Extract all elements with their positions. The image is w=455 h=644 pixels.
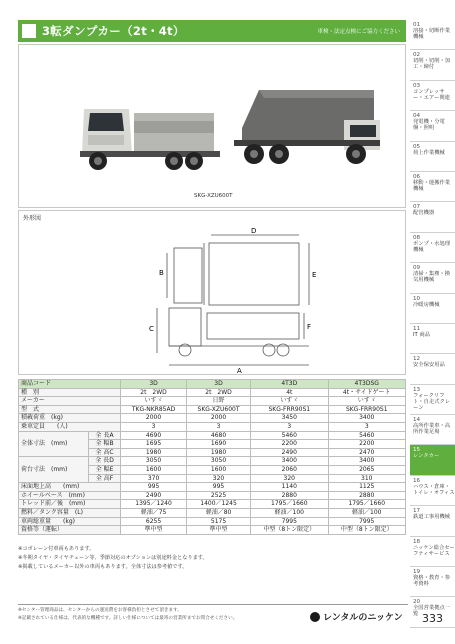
cell: 1140	[251, 483, 328, 492]
cell: 2065	[328, 465, 406, 474]
sidebar-item[interactable]: 10 冷暖房機械	[410, 294, 455, 324]
dim-label-c: C	[149, 325, 154, 333]
bottom-divider	[18, 604, 408, 605]
cell: 2525	[187, 491, 251, 500]
sidebar-item-active[interactable]: 15 レンタカー	[410, 445, 455, 475]
sidebar-item[interactable]: 09 清掃・集塵・換気用機械	[410, 263, 455, 293]
cell: 3	[328, 422, 406, 431]
dim-label-e: E	[312, 271, 317, 279]
cell: 中型（8トン限定）	[328, 526, 406, 535]
cell: 1125	[328, 483, 406, 492]
cell: 1695	[121, 440, 187, 449]
row-label: ホイールベース (mm)	[19, 491, 121, 500]
spec-row	[19, 431, 406, 440]
row-label: トレッド前／後 (mm)	[19, 500, 121, 509]
cell: 2470	[328, 448, 406, 457]
cell: 2200	[251, 440, 328, 449]
spec-table	[18, 379, 406, 535]
cell: 軽油／100	[328, 508, 406, 517]
logo-mark-icon	[310, 612, 320, 622]
cell: 3400	[328, 457, 406, 466]
row-label: 積載荷重 (kg)	[19, 414, 121, 423]
dim-label-b: B	[159, 269, 164, 277]
sub-label: 全 高C	[89, 448, 121, 457]
spec-row	[19, 508, 406, 517]
sidebar-item[interactable]: 18 ニッケン総合セーフティサービス	[410, 537, 455, 567]
dim-label-d: D	[251, 227, 257, 235]
cell: 1980	[187, 448, 251, 457]
logo-text: レンタルのニッケン	[323, 613, 403, 623]
cell: 995	[187, 483, 251, 492]
cell: 軽油／80	[187, 508, 251, 517]
spec-row	[19, 457, 406, 466]
spec-row	[19, 491, 406, 500]
footnote: ※掲載しているメーカー以外の車両もあります。全体寸法は参考値です。	[18, 564, 188, 570]
sidebar-item[interactable]: 02 切削・切削・加工・締付	[410, 50, 455, 80]
header-note: 車検・法定点検にご協力ください	[317, 29, 400, 35]
row-label: 燃料／タンク容量 (L)	[19, 508, 121, 517]
group-label: 全体寸法 (mm)	[19, 431, 89, 457]
spec-row	[19, 414, 406, 423]
cell: 1980	[121, 448, 187, 457]
spec-row	[19, 483, 406, 492]
cell: 7995	[251, 517, 328, 526]
cell: 4t	[251, 388, 328, 397]
sidebar-item[interactable]: 06 移動・運搬作業機械	[410, 172, 455, 202]
header-cell: 4T3DSG	[328, 380, 406, 389]
cell: 2200	[328, 440, 406, 449]
sidebar-item[interactable]: 01 溶接・切断作業機械	[410, 20, 455, 50]
photo-area	[18, 44, 406, 208]
sidebar-item[interactable]: 12 安全保安用品	[410, 354, 455, 384]
cell: 1795／1660	[251, 500, 328, 509]
spec-row	[19, 405, 406, 414]
cell: 995	[121, 483, 187, 492]
row-label: 車両総重量 (kg)	[19, 517, 121, 526]
sidebar-item[interactable]: 20 全国営業拠点一覧	[410, 597, 455, 627]
page-header	[18, 20, 406, 42]
cell: 2000	[187, 414, 251, 423]
row-label: 型 式	[19, 405, 121, 414]
cell: 1690	[187, 440, 251, 449]
spec-row	[19, 422, 406, 431]
sub-label: 全 長D	[89, 457, 121, 466]
cell: 5460	[251, 431, 328, 440]
cell: SKG-FRR90S1	[251, 405, 328, 414]
sidebar-item[interactable]: 03 コンプレッサー・エアー関連	[410, 81, 455, 111]
footnotes	[18, 545, 208, 572]
cell: 準中型	[187, 526, 251, 535]
dim-label-a: A	[237, 367, 242, 373]
cell: 2t 2WD	[187, 388, 251, 397]
sidebar-item[interactable]: 17 鉄道工事用機械	[410, 506, 455, 536]
bottom-note: ※センター管理商品は、センターからの運送費をお客様負担とさせて頂きます。	[18, 608, 182, 613]
sidebar-item[interactable]: 16 ハウス・倉庫・トイレ・オフィス	[410, 476, 455, 506]
cell: 320	[251, 474, 328, 483]
page-number: 333	[422, 612, 443, 625]
cell: 軽油／100	[251, 508, 328, 517]
cell: 6255	[121, 517, 187, 526]
cell: 310	[328, 474, 406, 483]
bottom-notes	[18, 607, 237, 622]
cell: TKG-NKR85AD	[121, 405, 187, 414]
cell: 4t・サイドゲート	[328, 388, 406, 397]
cell: 日野	[187, 397, 251, 406]
row-label: 乗車定員 (人)	[19, 422, 121, 431]
sidebar-item[interactable]: 19 資格・教育・参考資料	[410, 567, 455, 597]
cell: いすゞ	[251, 397, 328, 406]
cell: 準中型	[121, 526, 187, 535]
cell: 3	[251, 422, 328, 431]
sidebar-item[interactable]: 05 荷上作業機械	[410, 142, 455, 172]
row-label: 床面地上高 (mm)	[19, 483, 121, 492]
cell: 1600	[187, 465, 251, 474]
spec-row	[19, 500, 406, 509]
cell: 320	[187, 474, 251, 483]
company-logo	[310, 610, 403, 623]
row-label: 種 別	[19, 388, 121, 397]
cell: いすゞ	[328, 397, 406, 406]
page-title: 3転ダンプカー（2t・4t）	[42, 24, 185, 38]
sidebar-item[interactable]: 08 ポンプ・水処理機械	[410, 233, 455, 263]
cell: 4690	[121, 431, 187, 440]
category-sidebar	[410, 20, 455, 628]
cell: いすゞ	[121, 397, 187, 406]
spec-row	[19, 517, 406, 526]
cell: 3050	[121, 457, 187, 466]
spec-row	[19, 526, 406, 535]
cell: 2880	[251, 491, 328, 500]
cell: 3050	[187, 457, 251, 466]
cell: 中型（8トン限定）	[251, 526, 328, 535]
sidebar-item[interactable]: 04 発電機・分電盤・照明	[410, 111, 455, 141]
truck-photo-left	[74, 95, 224, 175]
cell: SKG-XZU600T	[187, 405, 251, 414]
cell: 1600	[121, 465, 187, 474]
row-label: メーカー	[19, 397, 121, 406]
cell: 1400／1245	[187, 500, 251, 509]
truck-photo-right	[224, 80, 384, 180]
cell: 3	[187, 422, 251, 431]
cell: 3400	[251, 457, 328, 466]
cell: 3450	[251, 414, 328, 423]
diagram-title: 外形図	[23, 215, 42, 222]
cell: 軽油／75	[121, 508, 187, 517]
dim-label-f: F	[307, 323, 312, 331]
sidebar-item[interactable]: 13 フォークリフト・自走式クレーン	[410, 385, 455, 415]
bottom-note: ※記載されている仕様は、代表的な機種です。詳しい仕様については最寄の営業所までお問合せください。	[18, 615, 238, 621]
cell: 7995	[328, 517, 406, 526]
sub-label: 全 長A	[89, 431, 121, 440]
cell: SKG-FRR90S1	[328, 405, 406, 414]
cell: 2060	[251, 465, 328, 474]
cell: 370	[121, 474, 187, 483]
photo-caption: SKG-XZU600T	[194, 193, 233, 199]
row-label: 資格等（運転）	[19, 526, 121, 535]
cell: 1395／1240	[121, 500, 187, 509]
header-cell: 3D	[187, 380, 251, 389]
sidebar-item[interactable]: 11 IT 商品	[410, 324, 455, 354]
spec-row	[19, 397, 406, 406]
footnote: ※冬期タイヤ・タイヤチェーン等、季節対応のオプションは別途料金となります。	[18, 555, 208, 561]
cell: 5460	[328, 431, 406, 440]
header-cell: 4T3D	[251, 380, 328, 389]
sub-label: 全 幅B	[89, 440, 121, 449]
sidebar-item[interactable]: 07 配管機器	[410, 202, 455, 232]
cell: 3	[121, 422, 187, 431]
cell: 2490	[121, 491, 187, 500]
cell: 2880	[328, 491, 406, 500]
cell: 2t 2WD	[121, 388, 187, 397]
cell: 5175	[187, 517, 251, 526]
sub-label: 全 幅E	[89, 465, 121, 474]
cell: 4680	[187, 431, 251, 440]
footnote: ※コボレーン付車両もあります。	[18, 546, 95, 552]
sub-label: 全 高F	[89, 474, 121, 483]
header-cell: 3D	[121, 380, 187, 389]
cell: 3400	[328, 414, 406, 423]
sidebar-item[interactable]: 14 高所作業車・高所作業足場	[410, 415, 455, 445]
spec-header-row	[19, 380, 406, 389]
cell: 2490	[251, 448, 328, 457]
spec-row	[19, 388, 406, 397]
cell: 1795／1660	[328, 500, 406, 509]
outline-drawing	[19, 213, 405, 373]
outline-diagram	[18, 210, 406, 375]
group-label: 荷台寸法 (mm)	[19, 457, 89, 483]
header-cell: 商品コード	[19, 380, 121, 389]
cell: 2000	[121, 414, 187, 423]
header-square-icon	[22, 24, 36, 38]
